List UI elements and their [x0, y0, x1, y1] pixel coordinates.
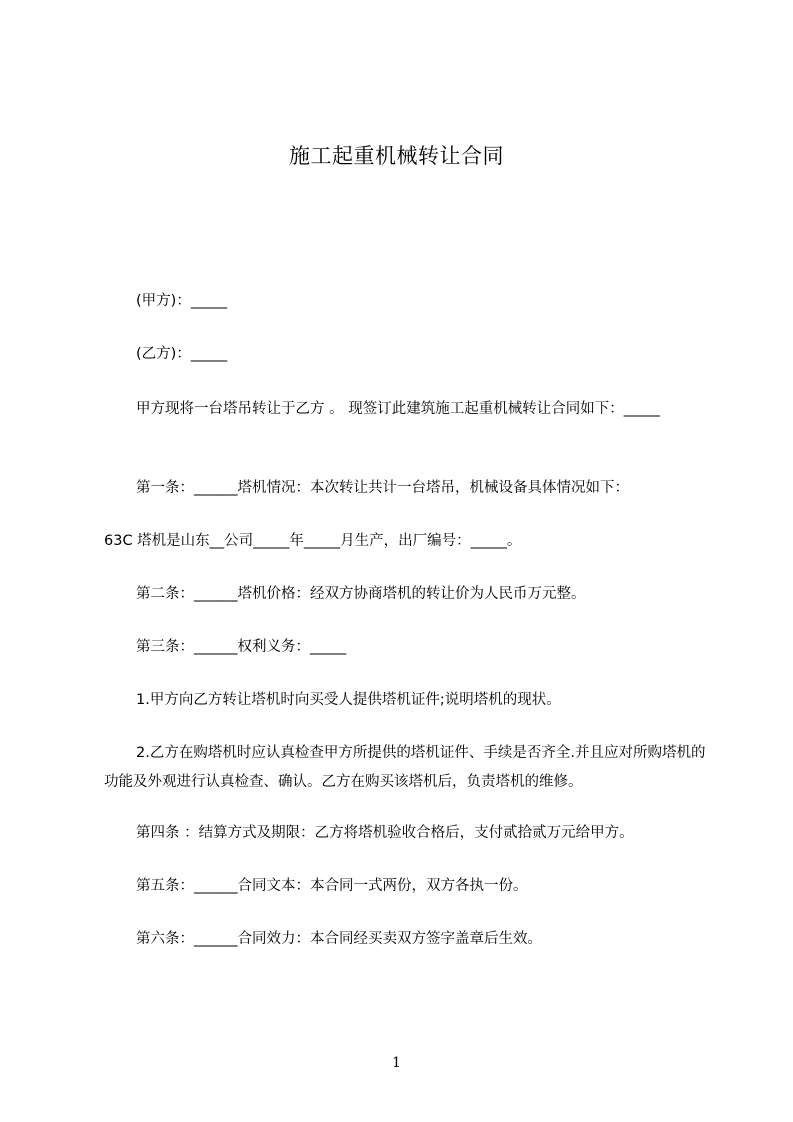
article-6-paragraph: 第六条：______合同效力：本合同经买卖双方签字盖章后生效。: [136, 931, 542, 947]
article-1-paragraph: 第一条：______塔机情况：本次转让共计一台塔吊，机械设备具体情况如下：: [136, 480, 629, 496]
article-2-paragraph: 第二条：______塔机价格：经双方协商塔机的转让价为人民币万元整。: [136, 586, 586, 602]
document-title: 施工起重机械转让合同: [289, 144, 504, 168]
preamble-paragraph: 甲方现将一台塔吊转让于乙方 。 现签订此建筑施工起重机械转让合同如下：_____: [136, 401, 660, 417]
clause-1-paragraph: 1.甲方向乙方转让塔机时向买受人提供塔机证件;说明塔机的现状。: [136, 692, 561, 708]
article-4-paragraph: 第四条 ：结算方式及期限：乙方将塔机验收合格后，支付贰拾贰万元给甲方。: [136, 825, 634, 841]
article-5-paragraph: 第五条：______合同文本：本合同一式两份，双方各执一份。: [136, 878, 528, 894]
crane-details-paragraph: 63C 塔机是山东__公司_____年_____月生产，出厂编号：_____。: [104, 533, 522, 549]
party-a-line: (甲方)：_____: [136, 293, 228, 309]
article-3-paragraph: 第三条：______权利义务：_____: [136, 639, 347, 655]
clause-2-paragraph: 2.乙方在购塔机时应认真检查甲方所提供的塔机证件、手续是否齐全.并且应对所购塔机的功能及外观进行认真检查、确认。乙方在购买该塔机后，负责塔机的维修。: [104, 745, 706, 790]
party-b-line: (乙方)：_____: [136, 346, 228, 362]
page-number: 1: [392, 1055, 401, 1071]
